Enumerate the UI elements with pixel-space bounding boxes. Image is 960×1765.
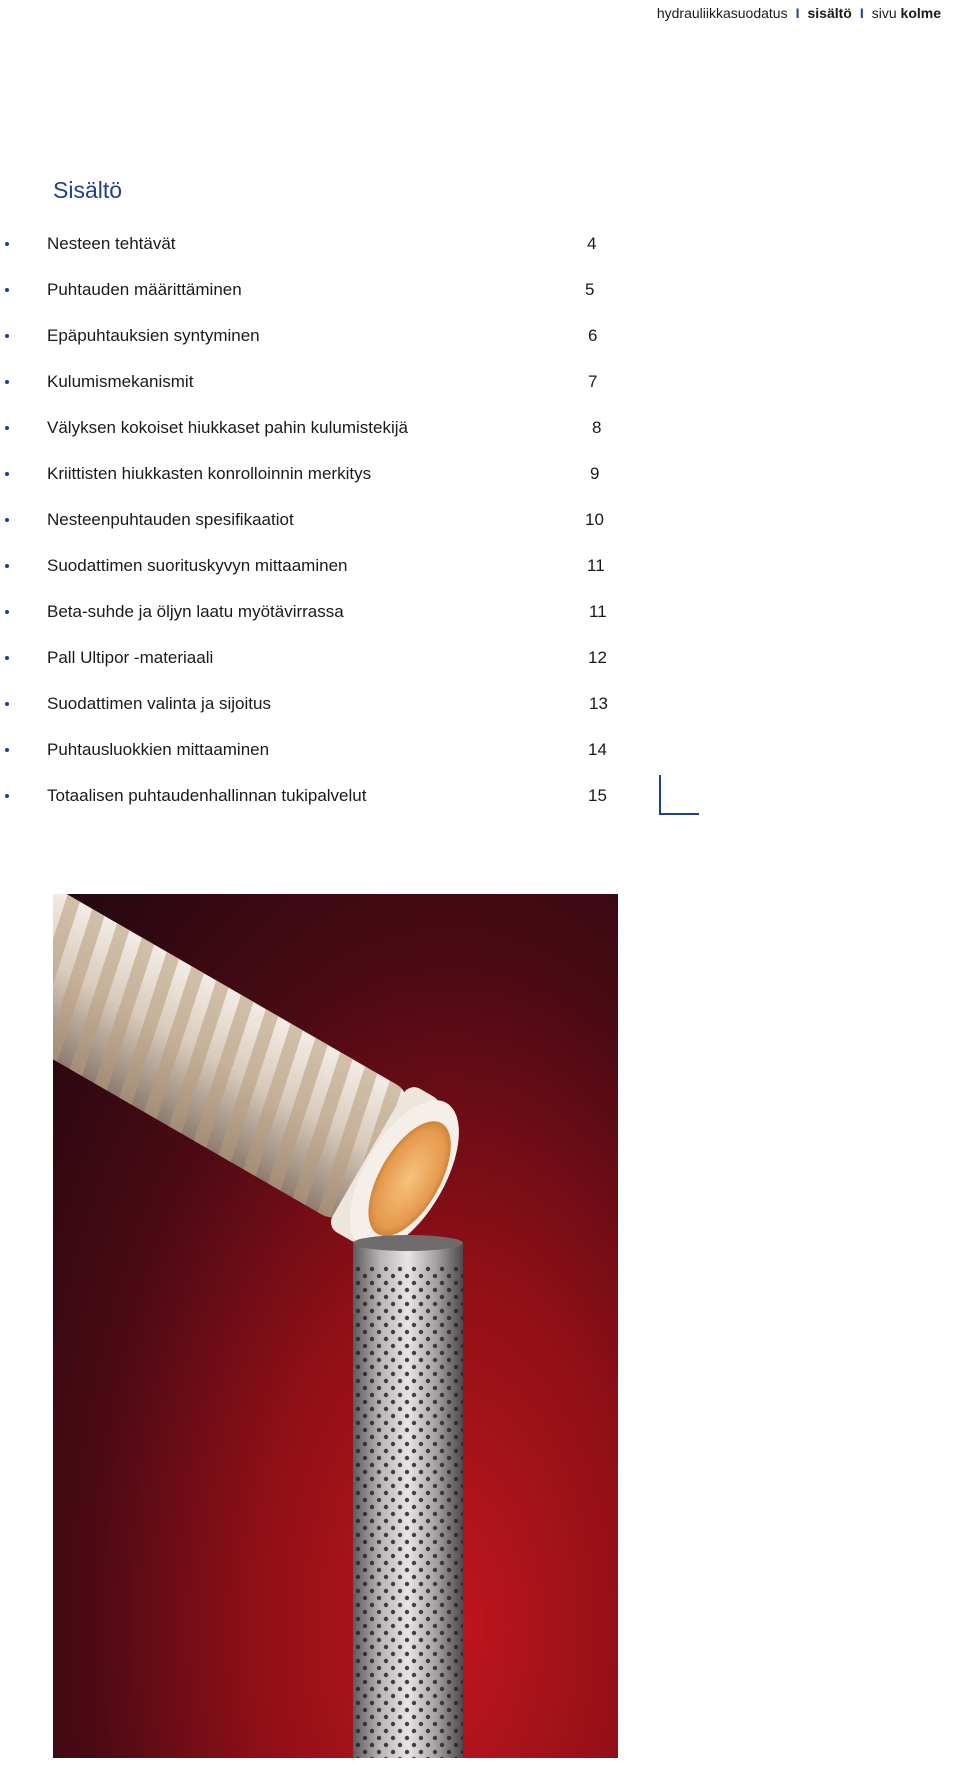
bullet-icon	[5, 472, 9, 476]
bullet-icon	[5, 794, 9, 798]
toc-item[interactable]	[0, 643, 640, 673]
header-page-prefix: sivu	[871, 5, 897, 21]
toc-item-page: 11	[589, 602, 607, 621]
toc-item-label: Suodattimen valinta ja sijoitus	[47, 694, 271, 713]
toc-item[interactable]	[0, 321, 640, 351]
header-separator: I	[795, 5, 800, 21]
toc-item-page: 14	[588, 740, 607, 759]
filter-element-photo	[53, 894, 618, 1758]
toc-item-page: 12	[588, 648, 607, 667]
toc-item[interactable]	[0, 781, 640, 811]
toc-item-label: Kulumismekanismit	[47, 372, 194, 391]
toc-item-label: Nesteen tehtävät	[47, 234, 176, 253]
toc-item-page: 8	[592, 418, 602, 437]
toc-item-page: 15	[588, 786, 607, 805]
bullet-icon	[5, 380, 9, 384]
toc-item[interactable]	[0, 505, 640, 535]
corner-mark-icon	[659, 775, 699, 815]
bullet-icon	[5, 426, 9, 430]
toc-item-label: Epäpuhtauksien syntyminen	[47, 326, 260, 345]
toc-item-page: 11	[587, 556, 605, 575]
header-page-number: kolme	[900, 5, 941, 21]
toc-item-page: 4	[587, 234, 597, 253]
toc-item[interactable]	[0, 597, 640, 627]
toc-item-page: 13	[589, 694, 608, 713]
bullet-icon	[5, 748, 9, 752]
toc-item[interactable]	[0, 229, 640, 259]
toc-item-label: Beta-suhde ja öljyn laatu myötävirrassa	[47, 602, 344, 621]
toc-item-label: Puhtausluokkien mittaaminen	[47, 740, 270, 759]
running-header	[657, 5, 941, 21]
toc-item-label: Nesteenpuhtauden spesifikaatiot	[47, 510, 294, 529]
toc-item[interactable]	[0, 689, 640, 719]
toc-item-label: Välyksen kokoiset hiukkaset pahin kulumistekijä	[47, 418, 408, 437]
toc-item-page: 10	[585, 510, 604, 529]
bullet-icon	[5, 656, 9, 660]
bullet-icon	[5, 288, 9, 292]
toc-item[interactable]	[0, 551, 640, 581]
bullet-icon	[5, 334, 9, 338]
bullet-icon	[5, 564, 9, 568]
toc-item-page: 5	[585, 280, 595, 299]
bullet-icon	[5, 242, 9, 246]
header-current-section: sisältö	[807, 5, 852, 21]
toc-title: Sisältö	[53, 177, 123, 203]
toc-item-label: Suodattimen suorituskyvyn mittaaminen	[47, 556, 348, 575]
toc-item[interactable]	[0, 275, 640, 305]
bullet-icon	[5, 702, 9, 706]
toc-item-page: 6	[588, 326, 598, 345]
toc-item-label: Kriittisten hiukkasten konrolloinnin merkitys	[47, 464, 372, 483]
toc-item[interactable]	[0, 367, 640, 397]
toc-item-page: 7	[588, 372, 598, 391]
toc-item-label: Pall Ultipor -materiaali	[47, 648, 214, 667]
toc-item[interactable]	[0, 413, 640, 443]
toc-item-label: Totaalisen puhtaudenhallinnan tukipalvelut	[47, 786, 367, 805]
header-separator: I	[859, 5, 864, 21]
bullet-icon	[5, 518, 9, 522]
toc-item[interactable]	[0, 735, 640, 765]
toc-item[interactable]	[0, 459, 640, 489]
toc-item-label: Puhtauden määrittäminen	[47, 280, 242, 299]
header-section: hydrauliikkasuodatus	[656, 5, 788, 21]
bullet-icon	[5, 610, 9, 614]
toc-item-page: 9	[590, 464, 600, 483]
